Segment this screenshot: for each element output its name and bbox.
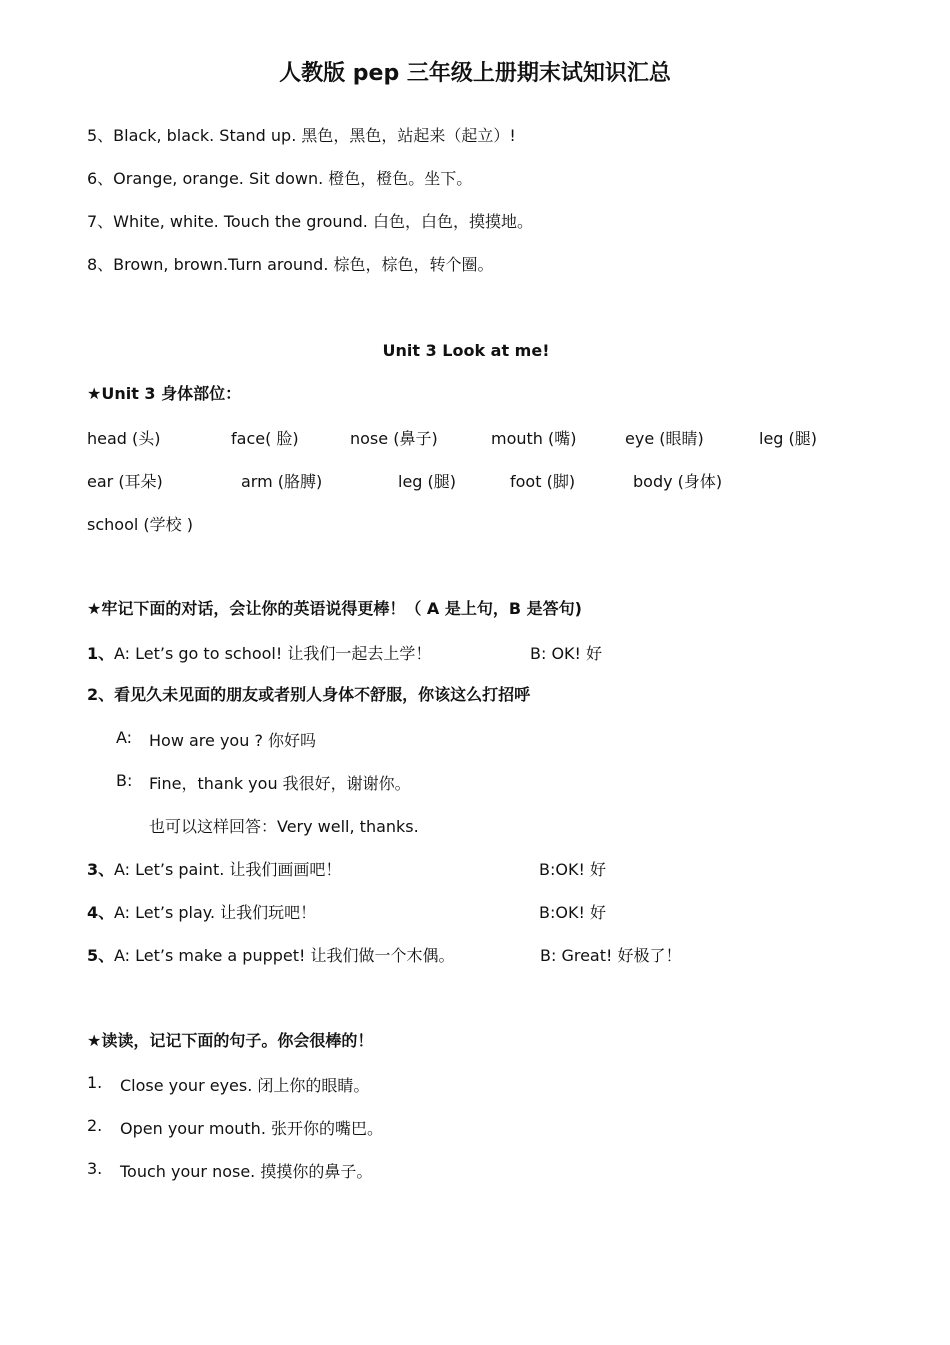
color-line-5: 5、Black, black. Stand up. 黑色，黑色，站起来（起立）!	[87, 126, 516, 145]
dialogue-line-b: B:OK! 好	[539, 860, 606, 879]
dialogue-line-b: B:OK! 好	[539, 903, 606, 922]
dialogue-line-a: A: Let’s play. 让我们玩吧！	[114, 903, 317, 922]
body-part-word: body (身体)	[633, 472, 723, 491]
dialogues-heading: ★牢记下面的对话，会让你的英语说得更棒！（ A 是上句，B 是答句)	[87, 599, 582, 618]
dialogue-number: 1、	[87, 644, 115, 663]
speaker-label: B:	[116, 771, 133, 790]
body-part-word: face( 脸)	[231, 429, 299, 448]
sentence-number: 2.	[87, 1116, 103, 1135]
dialogue-line-a: A: Let’s make a puppet! 让我们做一个木偶。	[114, 946, 455, 965]
dialogue-line-b: Fine，thank you 我很好，谢谢你。	[149, 774, 411, 793]
body-parts-heading: ★Unit 3 身体部位：	[87, 384, 242, 403]
dialogue-number: 4、	[87, 903, 115, 922]
sentence-number: 3.	[87, 1159, 103, 1178]
body-part-word: foot (脚)	[510, 472, 576, 491]
speaker-label: A:	[116, 728, 133, 747]
body-part-word: nose (鼻子)	[350, 429, 438, 448]
body-part-word: head (头)	[87, 429, 161, 448]
color-line-7: 7、White, white. Touch the ground. 白色，白色，摸摸地。	[87, 212, 533, 231]
dialogue-line-b: B: OK! 好	[530, 644, 603, 663]
color-line-8: 8、Brown, brown.Turn around. 棕色，棕色，转个圈。	[87, 255, 494, 274]
dialogue-line-a: How are you ? 你好吗	[149, 731, 317, 750]
body-part-word: school (学校 )	[87, 515, 193, 534]
dialogue-2-heading: 2、看见久未见面的朋友或者别人身体不舒服，你该这么打招呼	[87, 685, 531, 704]
body-part-word: arm (胳膊)	[241, 472, 323, 491]
color-line-6: 6、Orange, orange. Sit down. 橙色，橙色。坐下。	[87, 169, 473, 188]
dialogue-alt-answer: 也可以这样回答：Very well, thanks.	[149, 817, 419, 836]
page-title: 人教版 pep 三年级上册期末试知识汇总	[279, 61, 671, 86]
body-part-word: leg (腿)	[398, 472, 457, 491]
body-part-word: ear (耳朵)	[87, 472, 163, 491]
sentences-heading: ★读读，记记下面的句子。你会很棒的！	[87, 1031, 374, 1050]
sentence-number: 1.	[87, 1073, 103, 1092]
dialogue-number: 3、	[87, 860, 115, 879]
dialogue-line-a: A: Let’s go to school! 让我们一起去上学！	[114, 644, 432, 663]
sentence-text: Close your eyes. 闭上你的眼睛。	[120, 1076, 370, 1095]
sentence-text: Open your mouth. 张开你的嘴巴。	[120, 1119, 383, 1138]
dialogue-line-b: B: Great! 好极了！	[540, 946, 682, 965]
dialogue-number: 5、	[87, 946, 115, 965]
sentence-text: Touch your nose. 摸摸你的鼻子。	[120, 1162, 373, 1181]
body-part-word: mouth (嘴)	[491, 429, 577, 448]
dialogue-line-a: A: Let’s paint. 让我们画画吧！	[114, 860, 342, 879]
body-part-word: leg (腿)	[759, 429, 818, 448]
body-part-word: eye (眼睛)	[625, 429, 704, 448]
unit-heading: Unit 3 Look at me!	[382, 341, 550, 360]
